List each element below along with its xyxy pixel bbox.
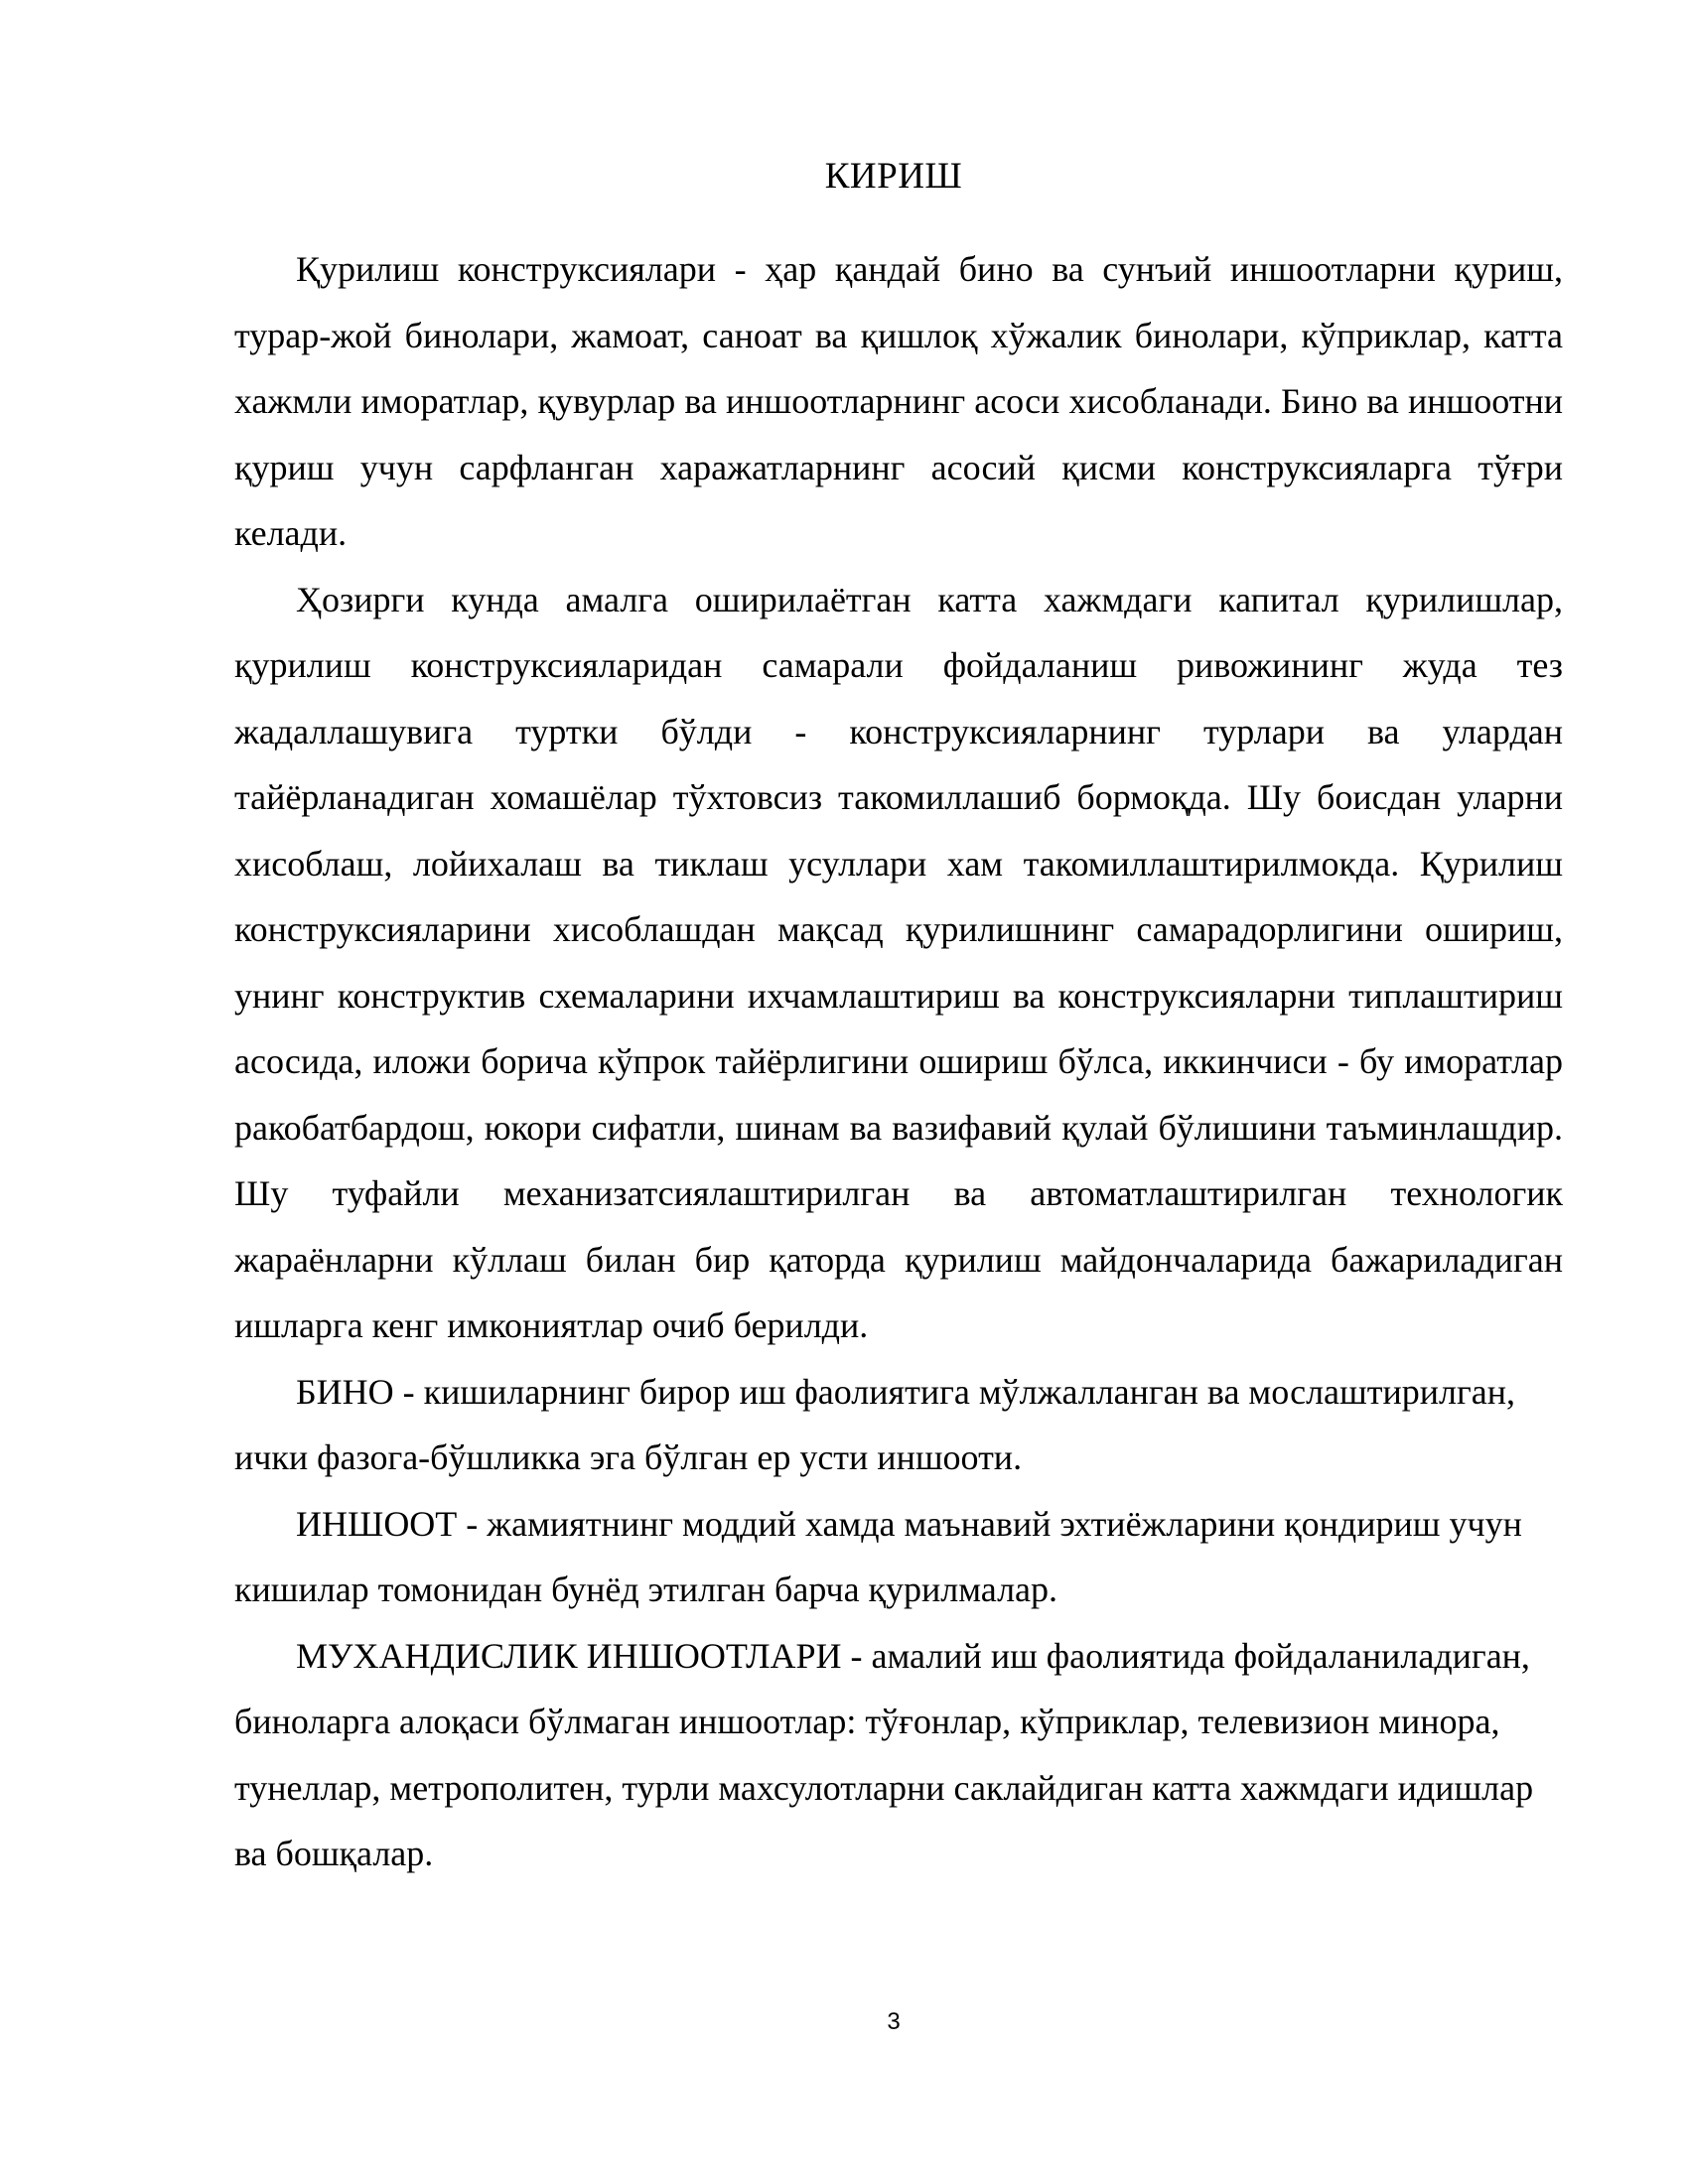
paragraph-construction-structures: Қурилиш конструксиялари - ҳар қандай бино ва сунъий иншоотларни қуриш, турар-жой бинолари, жамоат, саноат ва қишлоқ хўжалик бинолари, кўприклар, катта хажмли иморатлар, қувурлар ва иншоотларнинг асоси хисобланади. Бино ва иншоотни қуриш учун сарфланган харажатларнинг асосий қисми конструксияларга тўғри келади. <box>234 249 1563 553</box>
paragraph-engineering-structures-definition: МУХАНДИСЛИК ИНШООТЛАРИ - амалий иш фаолиятида фойдаланиладиган, биноларга алоқаси бўлмаган иншоотлар: тўғонлар, кўприклар, телевизион минора, тунеллар, метрополитен, турли махсулотларни саклайдиган катта хажмдаги идишлар ва бошқалар. <box>234 1635 1534 1873</box>
page-title: КИРИШ <box>824 156 963 197</box>
paragraph-building-definition: БИНО - кишиларнинг бирор иш фаолиятига мўлжалланган ва мослаштирилган, ички фазога-бўшликка эга бўлган ер усти иншооти. <box>234 1371 1515 1477</box>
page-number: 3 <box>887 2008 901 2035</box>
paragraph-structure-definition: ИНШООТ - жамиятнинг моддий хамда маънавий эхтиёжларини қондириш учун кишилар томонидан бунёд этилган барча қурилмалар. <box>234 1503 1522 1609</box>
paragraph-capital-construction: Ҳозирги кунда амалга оширилаётган катта хажмдаги капитал қурилишлар, қурилиш конструксияларидан самарали фойдаланиш ривожининг жуда тез жадаллашувига туртки бўлди - конструксияларнинг турлари ва улардан тайёрланадиган хомашёлар тўхтовсиз такомиллашиб бормоқда. Шу боисдан уларни хисоблаш, лойихалаш ва тиклаш усуллари хам такомиллаштирилмокда. Қурилиш конструксияларини хисоблашдан мақсад қурилишнинг самарадорлигини ошириш, унинг конструктив схемаларини ихчамлаштириш ва конструксияларни типлаштириш асосида, иложи борича кўпрок тайёрлигини ошириш бўлса, иккинчиси - бу иморатлар ракобатбардош, юкори сифатли, шинам ва вазифавий қулай бўлишини таъминлашдир. Шу туфайли механизатсиялаштирилган ва автоматлаштирилган технологик жараёнларни кўллаш билан бир қаторда қурилиш майдончаларида бажариладиган ишларга кенг имкониятлар очиб берилди. <box>234 579 1563 1345</box>
body-text <box>234 236 1563 1887</box>
